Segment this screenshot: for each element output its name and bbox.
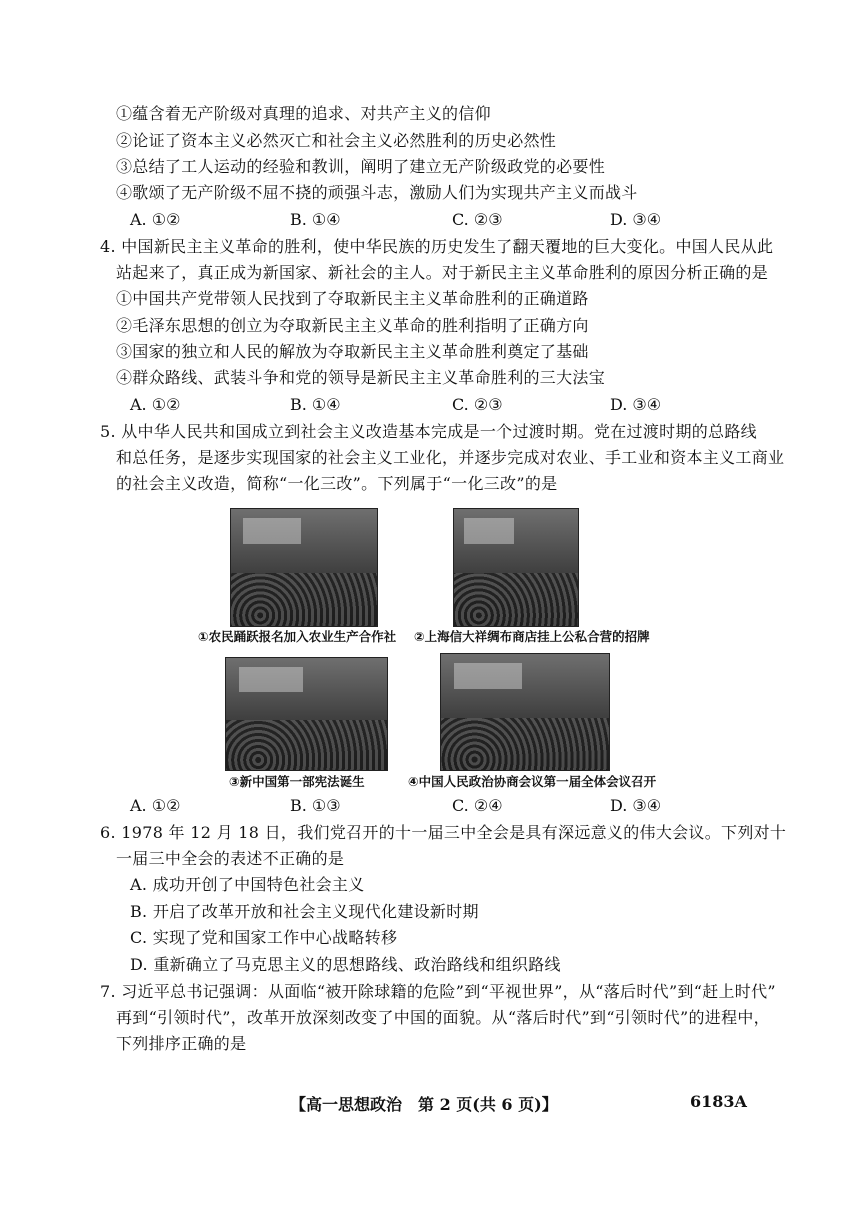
q3-choice-d: D. ③④ bbox=[610, 210, 662, 229]
page-footer-title: 【高一思想政治 第 2 页(共 6 页)】 bbox=[290, 1095, 558, 1114]
q3-option-1: ①蕴含着无产阶级对真理的追求、对共产主义的信仰 bbox=[116, 104, 491, 123]
q5-caption-2: ②上海信大祥绸布商店挂上公私合营的招牌 bbox=[414, 629, 650, 644]
q4-choice-a: A. ①② bbox=[130, 395, 181, 414]
q5-caption-4: ④中国人民政治协商会议第一届全体会议召开 bbox=[408, 774, 657, 789]
q6-stem-line-2: 一届三中全会的表述不正确的是 bbox=[116, 849, 345, 868]
page-footer-code: 6183A bbox=[690, 1092, 747, 1111]
q5-choice-c: C. ②④ bbox=[452, 796, 503, 815]
q3-option-4: ④歌颂了无产阶级不屈不挠的顽强斗志，激励人们为实现共产主义而战斗 bbox=[116, 183, 638, 202]
q3-option-2: ②论证了资本主义必然灭亡和社会主义必然胜利的历史必然性 bbox=[116, 131, 557, 150]
q7-stem-line-3: 下列排序正确的是 bbox=[116, 1034, 247, 1053]
q7-stem-line-2: 再到“引领时代”，改革开放深刻改变了中国的面貌。从“落后时代”到“引领时代”的进程中， bbox=[116, 1008, 770, 1027]
q5-choice-b: B. ①③ bbox=[290, 796, 341, 815]
q4-option-4: ④群众路线、武装斗争和党的领导是新民主主义革命胜利的三大法宝 bbox=[116, 368, 606, 387]
q3-choice-b: B. ①④ bbox=[290, 210, 341, 229]
q4-choice-b: B. ①④ bbox=[290, 395, 341, 414]
q5-caption-1: ①农民踊跃报名加入农业生产合作社 bbox=[198, 629, 397, 644]
q4-option-2: ②毛泽东思想的创立为夺取新民主主义革命的胜利指明了正确方向 bbox=[116, 316, 589, 335]
q5-choice-d: D. ③④ bbox=[610, 796, 662, 815]
q5-stem-line-3: 的社会主义改造，简称“一化三改”。下列属于“一化三改”的是 bbox=[116, 474, 558, 493]
q3-choice-c: C. ②③ bbox=[452, 210, 503, 229]
q6-stem-line-1: 6. 1978 年 12 月 18 日，我们党召开的十一届三中全会是具有深远意义的伟大会议。下列对十 bbox=[100, 823, 787, 842]
q5-stem-line-2: 和总任务，是逐步实现国家的社会主义工业化，并逐步完成对农业、手工业和资本主义工商业 bbox=[116, 448, 785, 467]
q6-option-c: C. 实现了党和国家工作中心战略转移 bbox=[130, 928, 398, 947]
q4-option-3: ③国家的独立和人民的解放为夺取新民主主义革命胜利奠定了基础 bbox=[116, 342, 589, 361]
q7-stem-line-1: 7. 习近平总书记强调：从面临“被开除球籍的危险”到“平视世界”，从“落后时代”到“赶上时代” bbox=[100, 982, 776, 1001]
q6-option-b: B. 开启了改革开放和社会主义现代化建设新时期 bbox=[130, 902, 479, 921]
photo-farmers-cooperative bbox=[230, 508, 378, 627]
q4-choice-d: D. ③④ bbox=[610, 395, 662, 414]
q3-option-3: ③总结了工人运动的经验和教训，阐明了建立无产阶级政党的必要性 bbox=[116, 157, 606, 176]
photo-cppcc-session bbox=[440, 653, 610, 771]
q4-option-1: ①中国共产党带领人民找到了夺取新民主主义革命胜利的正确道路 bbox=[116, 289, 589, 308]
q4-stem-line-1: 4. 中国新民主主义革命的胜利，使中华民族的历史发生了翻天覆地的巨大变化。中国人民从此 bbox=[100, 237, 774, 256]
q5-caption-3: ③新中国第一部宪法诞生 bbox=[229, 774, 365, 789]
q6-option-d: D. 重新确立了马克思主义的思想路线、政治路线和组织路线 bbox=[130, 955, 561, 974]
q4-choice-c: C. ②③ bbox=[452, 395, 503, 414]
q3-choice-a: A. ①② bbox=[130, 210, 181, 229]
photo-first-constitution bbox=[225, 657, 388, 771]
q5-stem-line-1: 5. 从中华人民共和国成立到社会主义改造基本完成是一个过渡时期。党在过渡时期的总路线 bbox=[100, 422, 757, 441]
photo-shanghai-store bbox=[453, 508, 579, 627]
q5-choice-a: A. ①② bbox=[130, 796, 181, 815]
q4-stem-line-2: 站起来了，真正成为新国家、新社会的主人。对于新民主主义革命胜利的原因分析正确的是 bbox=[116, 263, 769, 282]
q6-option-a: A. 成功开创了中国特色社会主义 bbox=[130, 875, 365, 894]
